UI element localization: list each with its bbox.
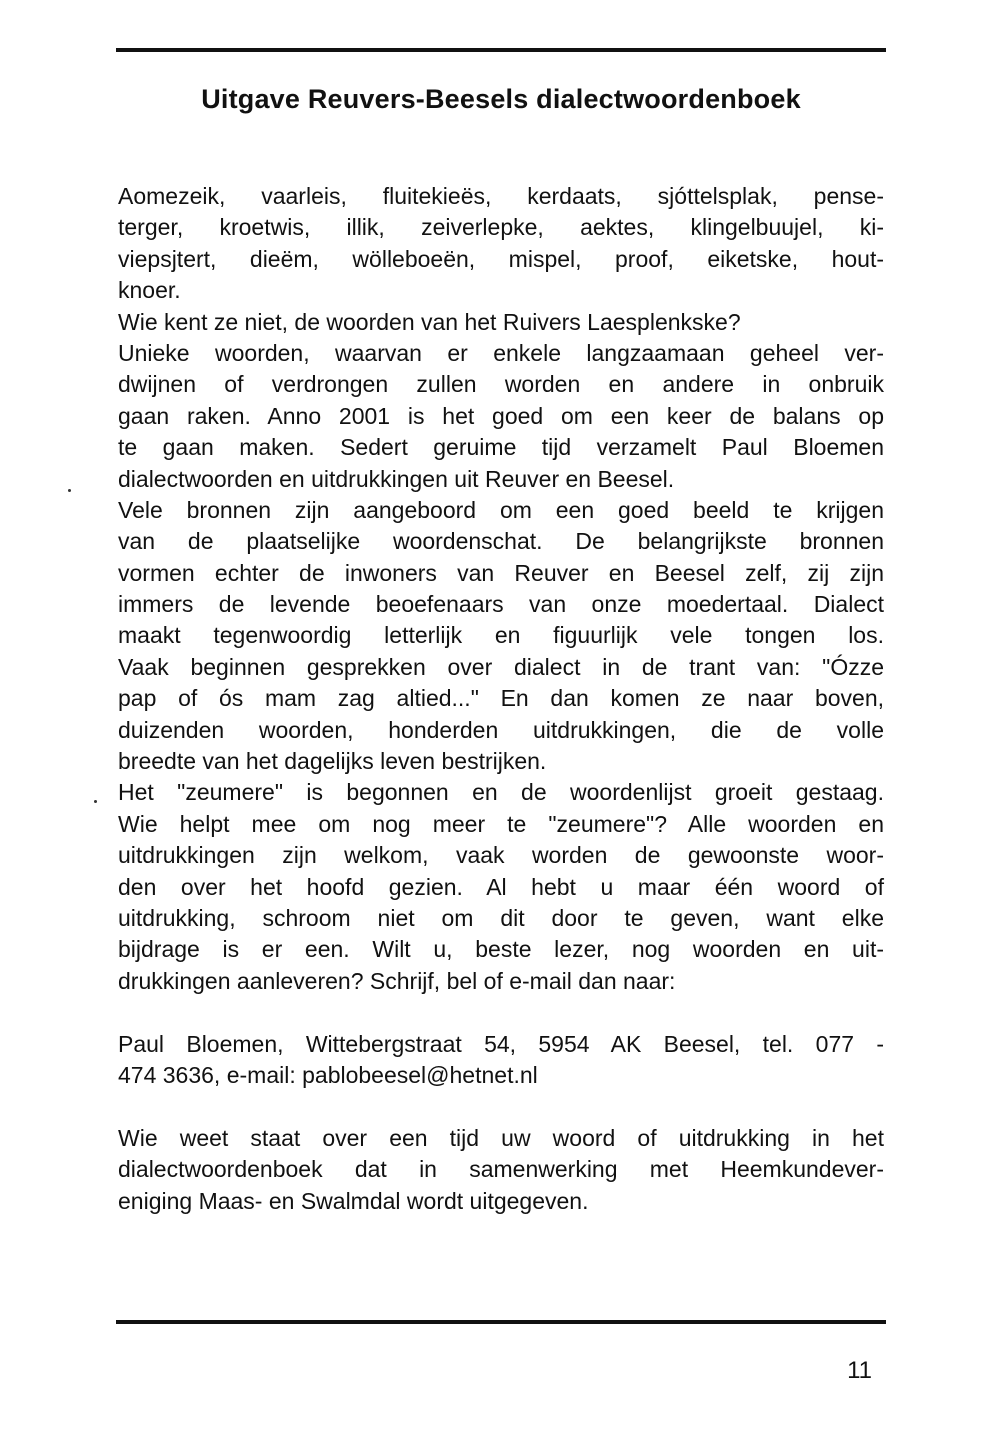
text-line: te gaan maken. Sedert geruime tijd verzamelt Paul Bloemen (118, 434, 884, 461)
text-line: breedte van het dagelijks leven bestrijken. (118, 748, 547, 775)
text-line: Paul Bloemen, Wittebergstraat 54, 5954 AK Beesel, tel. 077 - (118, 1030, 884, 1057)
text-line: Wie kent ze niet, de woorden van het Ruivers Laesplenkske? (118, 308, 741, 335)
scan-speck (94, 800, 97, 803)
text-line: van de plaatselijke woordenschat. De belangrijkste bronnen (118, 528, 884, 555)
bottom-rule (116, 1320, 886, 1324)
text-line: vormen echter de inwoners van Reuver en Beesel zelf, zij zijn (118, 559, 884, 586)
text-line: knoer. (118, 277, 181, 304)
paragraph-gap (118, 1091, 884, 1122)
text-line: Vaak beginnen gesprekken over dialect in de trant van: "Ózze (118, 653, 884, 680)
page-title: Uitgave Reuvers-Beesels dialectwoordenboek (201, 84, 801, 114)
text-line: viepsjtert, dieëm, wölleboeën, mispel, proof, eiketske, hout- (118, 245, 884, 272)
text-line: den over het hoofd gezien. Al hebt u maar één woord of (118, 873, 884, 900)
text-line: uitdrukkingen zijn welkom, vaak worden de gewoonste woor- (118, 842, 884, 869)
text-line: drukkingen aanleveren? Schrijf, bel of e-mail dan naar: (118, 967, 676, 994)
text-line: Het "zeumere" is begonnen en de woordenlijst groeit gestaag. (118, 779, 884, 806)
scan-speck (68, 489, 71, 492)
text-line: Vele bronnen zijn aangeboord om een goed beeld te krijgen (118, 496, 884, 523)
text-line: eniging Maas- en Swalmdal wordt uitgegeven. (118, 1187, 589, 1214)
text-line: bijdrage is er een. Wilt u, beste lezer, nog woorden en uit- (118, 936, 884, 963)
top-rule (116, 48, 886, 52)
text-line: immers de levende beoefenaars van onze moedertaal. Dialect (118, 591, 884, 618)
text-line: Wie weet staat over een tijd uw woord of uitdrukking in het (118, 1124, 884, 1151)
text-line: dwijnen of verdrongen zullen worden en andere in onbruik (118, 371, 884, 398)
text-line: Aomezeik, vaarleis, fluitekieës, kerdaats, sjóttelsplak, pense- (118, 183, 884, 209)
page-number: 11 (847, 1357, 872, 1384)
text-line: dialectwoorden en uitdrukkingen uit Reuver en Beesel. (118, 465, 675, 492)
text-line: maakt tegenwoordig letterlijk en figuurlijk vele tongen los. (118, 622, 884, 649)
text-line: duizenden woorden, honderden uitdrukkingen, die de volle (118, 716, 884, 743)
paragraph-gap (118, 997, 884, 1028)
text-line: uitdrukking, schroom niet om dit door te geven, want elke (118, 904, 884, 931)
text-line: pap of ós mam zag altied..." En dan komen ze naar boven, (118, 685, 884, 712)
text-line: terger, kroetwis, illik, zeiverlepke, aektes, klingelbuujel, ki- (118, 214, 884, 241)
text-line: Unieke woorden, waarvan er enkele langzaamaan geheel ver- (118, 339, 884, 366)
text-line: Wie helpt mee om nog meer te "zeumere"? Alle woorden en (118, 810, 884, 837)
body-text (118, 181, 884, 1217)
text-line: gaan raken. Anno 2001 is het goed om een keer de balans op (118, 402, 884, 429)
text-line: 474 3636, e-mail: pablobeesel@hetnet.nl (118, 1061, 538, 1088)
text-line: dialectwoordenboek dat in samenwerking met Heemkundever- (118, 1156, 884, 1183)
